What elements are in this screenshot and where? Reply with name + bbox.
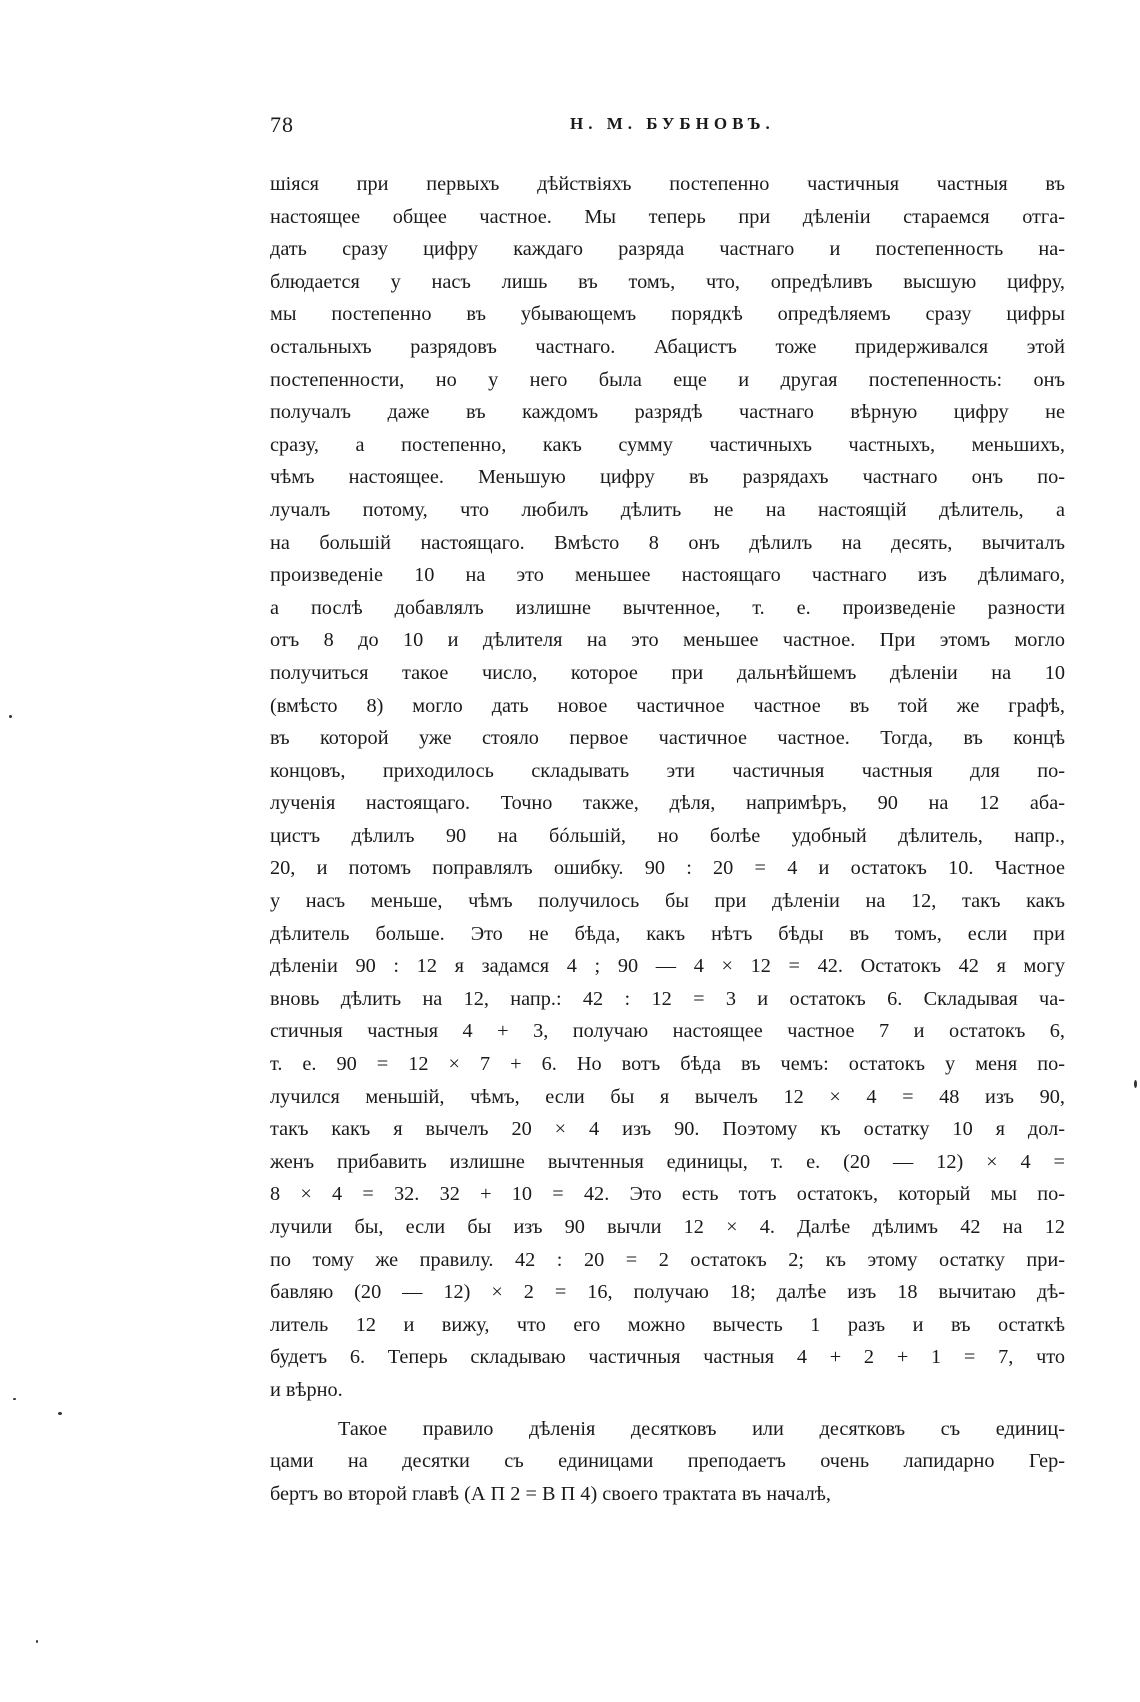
text-line: получалъ даже въ каждомъ разрядѣ частнаго вѣрную цифру не: [270, 401, 1065, 424]
text-line: произведеніе 10 на это меньшее настоящаго частнаго изъ дѣлимаго,: [270, 564, 1065, 587]
text-line: Такое правило дѣленія десятковъ или десятковъ съ единиц-: [338, 1417, 1065, 1440]
text-line: и вѣрно.: [270, 1378, 343, 1401]
page-number: 78: [270, 112, 294, 137]
text-line: сразу, а постепенно, какъ сумму частичныхъ частныхъ, меньшихъ,: [270, 433, 1065, 456]
text-line: т. е. 90 = 12 × 7 + 6. Но вотъ бѣда въ чемъ: остатокъ у меня по-: [270, 1053, 1065, 1076]
text-line: бертъ во второй главѣ (А П 2 = В П 4) своего трактата въ началѣ,: [270, 1482, 831, 1505]
text-line: 8 × 4 = 32. 32 + 10 = 42. Это есть тотъ остатокъ, который мы по-: [270, 1183, 1065, 1206]
text-line: стичныя частныя 4 + 3, получаю настоящее частное 7 и остатокъ 6,: [270, 1020, 1065, 1043]
text-line: дать сразу цифру каждаго разряда частнаго и постепенность на-: [270, 238, 1065, 261]
scan-speck: [13, 1398, 16, 1400]
scan-speck: [36, 1640, 38, 1643]
text-line: отъ 8 до 10 и дѣлителя на это меньшее частное. При этомъ могло: [270, 629, 1065, 652]
text-line: по тому же правилу. 42 : 20 = 2 остатокъ 2; къ этому остатку при-: [270, 1248, 1065, 1271]
text-line: вновь дѣлить на 12, напр.: 42 : 12 = 3 и остатокъ 6. Складывая ча-: [270, 987, 1065, 1010]
text-line: концовъ, приходилось складывать эти частичныя частныя для по-: [270, 759, 1065, 782]
text-line: мы постепенно въ убывающемъ порядкѣ опредѣляемъ сразу цифры: [270, 303, 1065, 326]
text-line: женъ прибавить излишне вычтенныя единицы, т. е. (20 — 12) × 4 =: [270, 1150, 1065, 1173]
scan-speck: [1134, 1080, 1137, 1088]
text-line: 20, и потомъ поправлялъ ошибку. 90 : 20 = 4 и остатокъ 10. Частное: [270, 857, 1065, 880]
text-line: шіяся при первыхъ дѣйствіяхъ постепенно частичныя частныя въ: [270, 173, 1065, 195]
text-line: лучалъ потому, что любилъ дѣлить не на настоящій дѣлитель, а: [270, 498, 1065, 521]
text-line: бавляю (20 — 12) × 2 = 16, получаю 18; далѣе изъ 18 вычитаю дѣ-: [270, 1281, 1065, 1304]
text-line: на большій настоящаго. Вмѣсто 8 онъ дѣлилъ на десять, вычиталъ: [270, 531, 1065, 554]
body-text: [270, 168, 1065, 1510]
page-header: [270, 112, 1060, 144]
text-line: лученія настоящаго. Точно также, дѣля, напримѣръ, 90 на 12 аба-: [270, 792, 1065, 815]
scan-speck: [58, 1412, 62, 1415]
text-line: дѣлитель больше. Это не бѣда, какъ нѣтъ бѣды въ томъ, если при: [270, 922, 1065, 945]
text-line: настоящее общее частное. Мы теперь при дѣленіи стараемся отга-: [270, 205, 1065, 228]
text-line: такъ какъ я вычелъ 20 × 4 изъ 90. Поэтому къ остатку 10 я дол-: [270, 1118, 1065, 1141]
scan-speck: [9, 715, 12, 718]
text-line: будетъ 6. Теперь складываю частичныя частныя 4 + 2 + 1 = 7, что: [270, 1346, 1065, 1369]
text-line: у насъ меньше, чѣмъ получилось бы при дѣленіи на 12, такъ какъ: [270, 890, 1065, 913]
text-line: (вмѣсто 8) могло дать новое частичное частное въ той же графѣ,: [270, 694, 1065, 717]
running-head-author: Н. М. БУБНОВЪ.: [570, 114, 775, 133]
text-line: остальныхъ разрядовъ частнаго. Абацистъ тоже придерживался этой: [270, 335, 1065, 358]
text-line: постепенности, но у него была еще и другая постепенность: онъ: [270, 368, 1065, 391]
paragraph: [270, 168, 1065, 1407]
text-line: лучился меньшій, чѣмъ, если бы я вычелъ 12 × 4 = 48 изъ 90,: [270, 1085, 1065, 1108]
text-line: литель 12 и вижу, что его можно вычесть 1 разъ и въ остаткѣ: [270, 1313, 1065, 1336]
text-line: получиться такое число, которое при дальнѣйшемъ дѣленіи на 10: [270, 661, 1065, 684]
text-line: цами на десятки съ единицами преподаетъ очень лапидарно Гер-: [270, 1450, 1065, 1473]
paragraph: [270, 1413, 1065, 1511]
text-line: лучили бы, если бы изъ 90 вычли 12 × 4. Далѣе дѣлимъ 42 на 12: [270, 1216, 1065, 1238]
text-line: чѣмъ настоящее. Меньшую цифру въ разрядахъ частнаго онъ по-: [270, 466, 1065, 489]
text-line: въ которой уже стояло первое частичное частное. Тогда, въ концѣ: [270, 727, 1065, 750]
text-line: а послѣ добавлялъ излишне вычтенное, т. е. произведеніе разности: [270, 596, 1065, 619]
text-line: цистъ дѣлилъ 90 на бóльшій, но болѣе удобный дѣлитель, напр.,: [270, 824, 1065, 847]
text-line: дѣленіи 90 : 12 я задамся 4 ; 90 — 4 × 12 = 42. Остатокъ 42 я могу: [270, 955, 1065, 978]
text-line: блюдается у насъ лишь въ томъ, что, опредѣливъ высшую цифру,: [270, 270, 1065, 293]
